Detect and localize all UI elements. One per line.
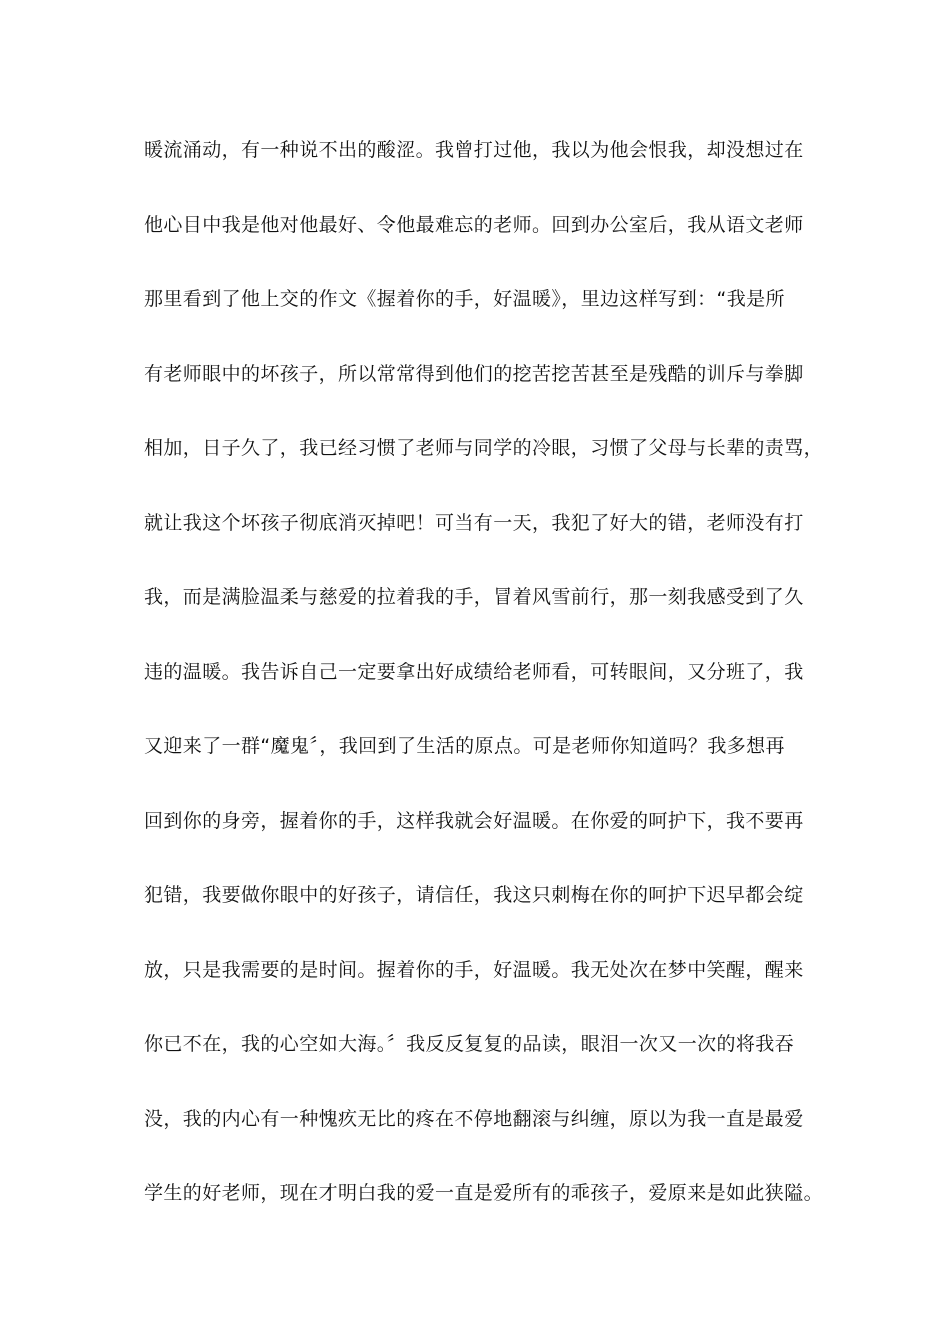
text-line: 没，我的内心有一种愧疚无比的疼在不停地翻滚与纠缠，原以为我一直是最爱 — [144, 1107, 804, 1130]
text-line: 回到你的身旁，握着你的手，这样我就会好温暖。在你爱的呵护下，我不要再 — [144, 809, 804, 832]
text-line: 学生的好老师，现在才明白我的爱一直是爱所有的乖孩子，爱原来是如此狭隘。 — [144, 1182, 824, 1204]
text-line: 有老师眼中的坏孩子，所以常常得到他们的挖苦挖苦甚至是残酷的训斥与拳脚 — [144, 362, 804, 385]
text-line: 你已不在，我的心空如大海。〞我反反复复的品读，眼泪一次又一次的将我吞 — [144, 1033, 795, 1055]
text-line: 违的温暖。我告诉自己一定要拿出好成绩给老师看，可转眼间，又分班了，我 — [144, 660, 804, 683]
text-line: 暖流涌动，有一种说不出的酸涩。我曾打过他，我以为他会恨我，却没想过在 — [144, 139, 804, 161]
text-line: 我，而是满脸温柔与慈爱的拉着我的手，冒着风雪前行，那一刻我感受到了久 — [144, 586, 804, 608]
text-line: 就让我这个坏孩子彻底消灭掉吧！可当有一天，我犯了好大的错，老师没有打 — [144, 511, 804, 534]
text-line: 又迎来了一群“魔鬼〞，我回到了生活的原点。可是老师你知道吗？我多想再 — [144, 735, 785, 757]
text-line: 放，只是我需要的是时间。握着你的手，好温暖。我无处次在梦中笑醒，醒来 — [144, 958, 804, 981]
text-line: 相加，日子久了，我已经习惯了老师与同学的冷眼，习惯了父母与长辈的责骂， — [144, 437, 824, 459]
text-line: 犯错，我要做你眼中的好孩子，请信任，我这只刺梅在你的呵护下迟早都会绽 — [144, 884, 804, 906]
body-text — [144, 132, 824, 1250]
text-line: 那里看到了他上交的作文《握着你的手，好温暖》，里边这样写到：“我是所 — [144, 288, 785, 310]
text-line: 他心目中我是他对他最好、令他最难忘的老师。回到办公室后，我从语文老师 — [144, 213, 804, 236]
